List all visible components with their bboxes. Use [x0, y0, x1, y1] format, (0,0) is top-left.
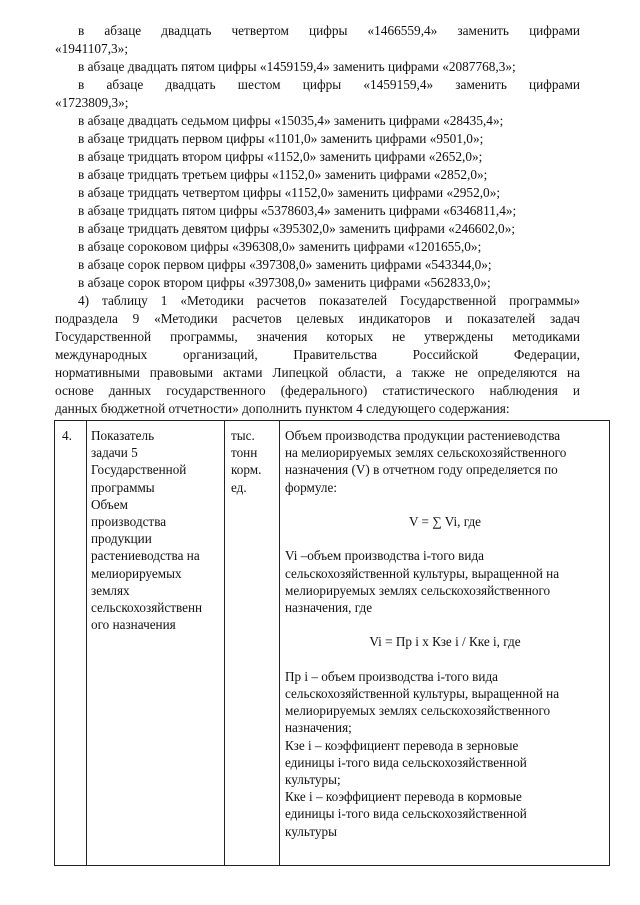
- row-number-cell: [62, 427, 90, 444]
- indicator-name-line: Объем: [91, 496, 128, 512]
- item-4-text-7: данных бюджетной отчетности» дополнить пунктом 4 следующего содержания:: [55, 401, 510, 416]
- row-number: 4.: [62, 428, 72, 443]
- column-divider: [224, 421, 225, 865]
- unit-line: тонн: [231, 445, 258, 461]
- item-4-text-5: нормативными правовыми актами Липецкой области, а также не определяются на: [55, 365, 580, 380]
- indicator-name-cell: [91, 427, 223, 633]
- method-cell: [285, 427, 605, 840]
- para-32-text: в абзаце тридцать втором цифры «1152,0» заменить цифрами «2652,0»;: [78, 149, 483, 164]
- indicator-name-line: задачи 5: [91, 445, 138, 461]
- para-25-text: в абзаце двадцать пятом цифры «1459159,4» заменить цифрами «2087768,3»;: [78, 59, 516, 74]
- method-intro-line: назначения (V) в отчетном году определяется по: [285, 462, 558, 478]
- para-34-text: в абзаце тридцать четвертом цифры «1152,0» заменить цифрами «2952,0»;: [78, 185, 501, 200]
- vi-definition-line: мелиорируемых землях сельскохозяйственного: [285, 582, 551, 598]
- indicator-name-line: ого назначения: [91, 617, 176, 633]
- column-divider: [279, 421, 280, 865]
- kke-definition-line: культуры: [285, 823, 337, 839]
- method-intro-line: Объем производства продукции растениеводства: [285, 428, 561, 443]
- spacer: [285, 651, 605, 668]
- para-24-line-1: в абзаце двадцать четвертом цифры «1466559,4» заменить цифрами: [78, 23, 580, 38]
- para-33-text: в абзаце тридцать третьем цифры «1152,0» заменить цифрами «2852,0»;: [78, 167, 488, 182]
- indicator-name-line: производства: [91, 514, 167, 530]
- item-4-text-1: 4) таблицу 1 «Методики расчетов показателей Государственной программы»: [78, 293, 580, 308]
- formula-vi: Vi = Пр i х Кзе i / Кке i, где: [369, 634, 521, 650]
- spacer: [285, 616, 605, 633]
- item-4-text-6: основе данных государственного (федерального) статистического наблюдения и: [55, 383, 580, 398]
- item-4-text-4: международных организаций, Правительства Российской Федерации,: [55, 347, 580, 362]
- methodology-table: [54, 420, 610, 866]
- method-intro-line: на мелиорируемых землях сельскохозяйственного: [285, 445, 567, 461]
- indicator-name-line: сельскохозяйственн: [91, 600, 203, 616]
- method-intro-line: формуле:: [285, 479, 337, 495]
- indicator-name-line: продукции: [91, 531, 152, 547]
- para-40-text: в абзаце сороковом цифры «396308,0» заменить цифрами «1201655,0»;: [78, 239, 482, 254]
- indicator-name-line: Показатель: [91, 428, 155, 443]
- vi-definition-line: назначения, где: [285, 600, 373, 615]
- pr-definition-line: сельскохозяйственной культуры, выращенной на: [285, 685, 560, 701]
- unit-line: корм.: [231, 462, 262, 478]
- para-24-line-2: «1941107,3»;: [55, 41, 129, 56]
- kke-definition-line: единицы i-того вида сельскохозяйственной: [285, 806, 527, 822]
- kze-definition-line: Кзе i – коэффициент перевода в зерновые: [285, 737, 519, 753]
- para-35-text: в абзаце тридцать пятом цифры «5378603,4» заменить цифрами «6346811,4»;: [78, 203, 517, 218]
- para-27-text: в абзаце двадцать седьмом цифры «15035,4» заменить цифрами «28435,4»;: [78, 113, 504, 128]
- indicator-name-line: программы: [91, 479, 155, 495]
- para-26-line-2: «1723809,3»;: [55, 95, 129, 110]
- para-31-text: в абзаце тридцать первом цифры «1101,0» заменить цифрами «9501,0»;: [78, 131, 484, 146]
- indicator-name-line: растениеводства на: [91, 548, 200, 564]
- para-39-text: в абзаце тридцать девятом цифры «395302,0» заменить цифрами «246602,0»;: [78, 221, 516, 236]
- para-41-text: в абзаце сорок первом цифры «397308,0» заменить цифрами «543344,0»;: [78, 257, 492, 272]
- kze-definition-line: культуры;: [285, 772, 341, 787]
- pr-definition-line: Пр i – объем производства i-того вида: [285, 668, 499, 684]
- unit-line: тыс.: [231, 428, 255, 443]
- spacer: [285, 530, 605, 547]
- para-42-text: в абзаце сорок втором цифры «397308,0» заменить цифрами «562833,0»;: [78, 275, 491, 290]
- vi-definition-line: сельскохозяйственной культуры, выращенной на: [285, 565, 560, 581]
- unit-cell: [231, 427, 279, 496]
- vi-definition-line: Vi –объем производства i-того вида: [285, 548, 485, 564]
- formula-total: V = ∑ Vi, где: [408, 514, 482, 529]
- pr-definition-line: назначения;: [285, 720, 352, 736]
- kke-definition-line: Кке i – коэффициент перевода в кормовые: [285, 789, 522, 805]
- indicator-name-line: землях: [91, 582, 130, 598]
- indicator-name-line: Государственной: [91, 462, 187, 478]
- para-26-line-1: в абзаце двадцать шестом цифры «1459159,4» заменить цифрами: [78, 77, 580, 92]
- unit-line: ед.: [231, 479, 247, 495]
- item-4-text-2: подраздела 9 «Методики расчетов целевых индикаторов и показателей задач: [55, 311, 580, 326]
- kze-definition-line: единицы i-того вида сельскохозяйственной: [285, 754, 527, 770]
- indicator-name-line: мелиорируемых: [91, 565, 182, 581]
- column-divider: [86, 421, 87, 865]
- spacer: [285, 496, 605, 513]
- pr-definition-line: мелиорируемых землях сельскохозяйственного: [285, 703, 551, 719]
- item-4-text-3: Государственной программы, значения которых не утверждены методиками: [55, 329, 580, 344]
